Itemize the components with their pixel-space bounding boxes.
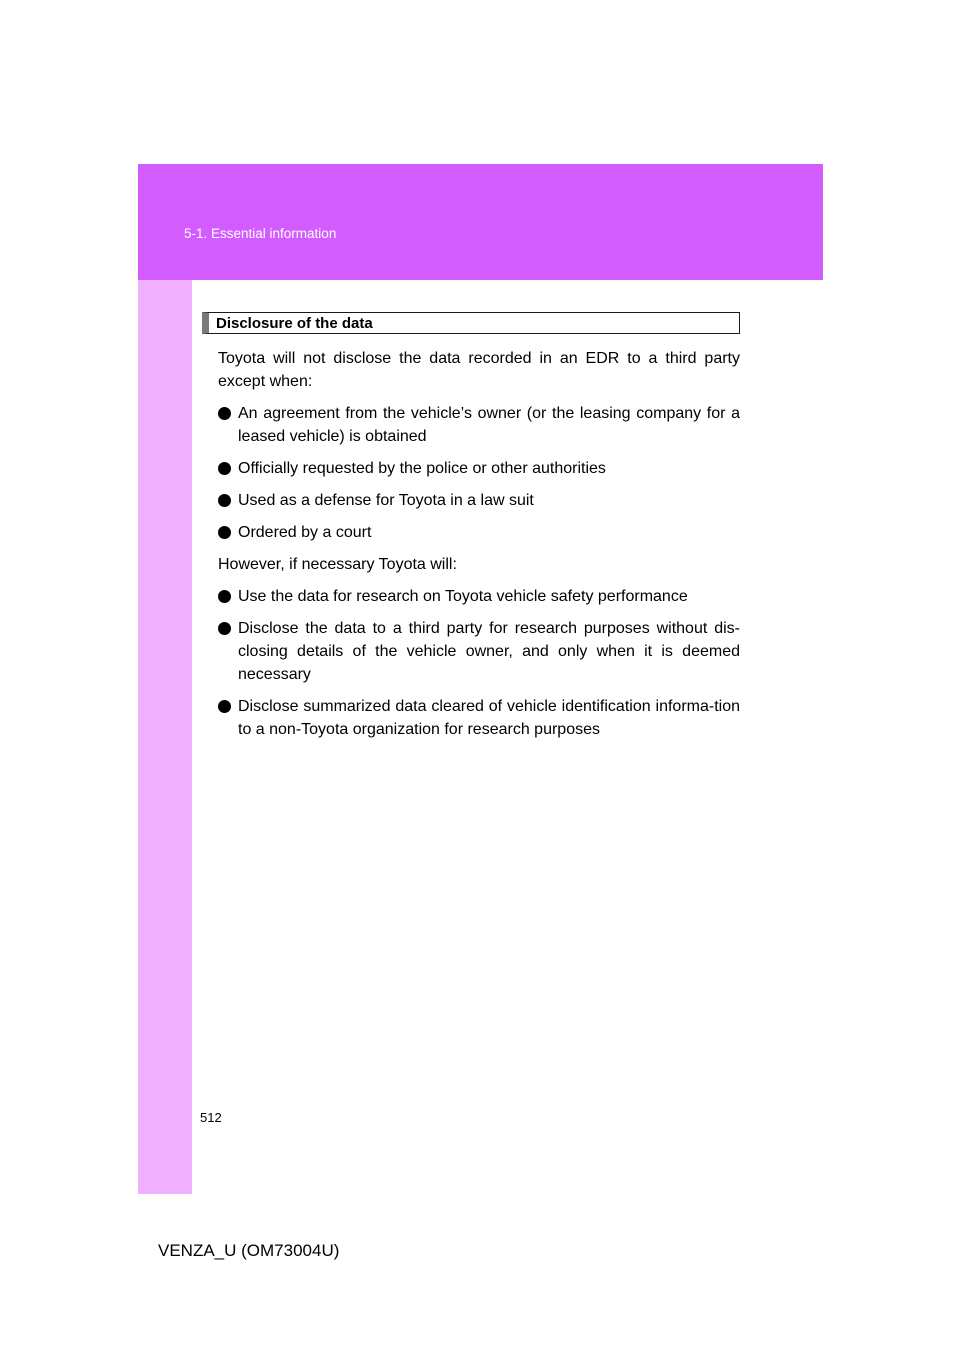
content-area <box>202 312 740 741</box>
list-item-text: Use the data for research on Toyota vehicle safety performance <box>238 588 688 605</box>
bullet-icon <box>218 622 231 635</box>
list-item <box>238 585 740 608</box>
however-paragraph: However, if necessary Toyota will: <box>218 556 457 573</box>
bullet-icon <box>218 700 231 713</box>
section-heading-text: Disclosure of the data <box>216 314 373 332</box>
list-item <box>238 402 740 448</box>
intro-paragraph: Toyota will not disclose the data recorded in an EDR to a third party except when: <box>218 350 740 390</box>
list-item <box>238 695 740 741</box>
list-item-text: Ordered by a court <box>238 524 372 541</box>
list-item-text: Officially requested by the police or other authorities <box>238 460 606 477</box>
list-item <box>238 489 740 512</box>
bullet-icon <box>218 494 231 507</box>
list-item <box>238 617 740 686</box>
bullet-icon <box>218 526 231 539</box>
list-item-text: An agreement from the vehicle’s owner (or the leasing company for a leased vehicle) is obtained <box>238 405 740 445</box>
list-item-text: Used as a defense for Toyota in a law suit <box>238 492 534 509</box>
page-number: 512 <box>200 1110 222 1125</box>
section-title: 5-1. Essential information <box>184 226 337 241</box>
list-item-text: Disclose the data to a third party for research purposes without dis-closing details of the vehicle owner, and only when it is deemed necessary <box>238 620 740 683</box>
list-item <box>238 521 740 544</box>
section-heading <box>202 312 740 334</box>
bullet-icon <box>218 590 231 603</box>
document-code: VENZA_U (OM73004U) <box>158 1241 340 1260</box>
header-band <box>138 164 823 280</box>
side-band <box>138 280 192 1194</box>
list-item-text: Disclose summarized data cleared of vehicle identification informa-tion to a non-Toyota organization for research purposes <box>238 698 740 738</box>
list-item <box>238 457 740 480</box>
bullet-icon <box>218 462 231 475</box>
bullet-icon <box>218 407 231 420</box>
